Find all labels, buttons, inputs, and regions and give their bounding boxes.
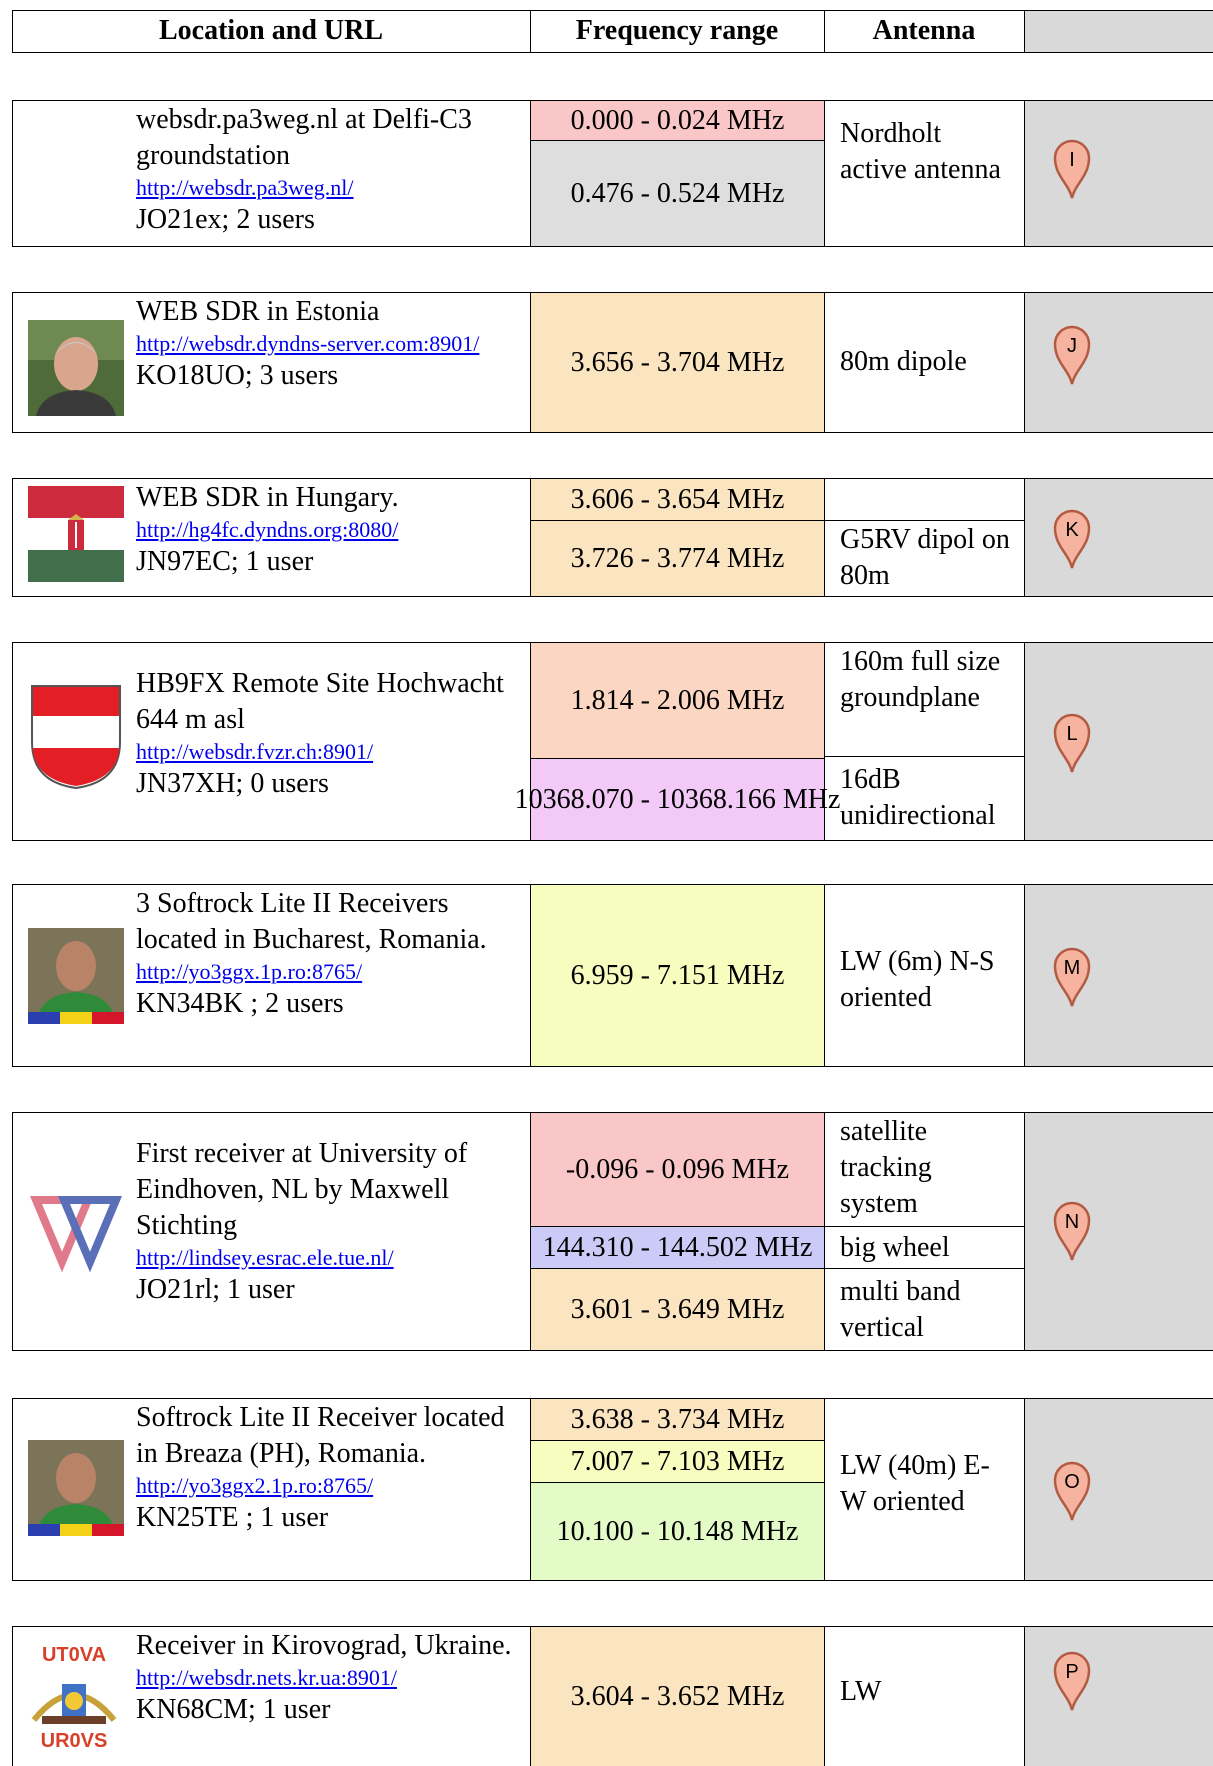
receiver-name: websdr.pa3weg.nl at Delfi-C3 groundstation <box>136 104 472 171</box>
map-marker-letter: O <box>1064 1471 1080 1493</box>
map-marker-icon[interactable] <box>1052 322 1092 386</box>
frequency-range: 3.638 - 3.734 MHz <box>531 1399 824 1441</box>
receiver-info: JN37XH; 0 users <box>136 768 329 799</box>
antenna-description: 80m dipole <box>840 346 967 377</box>
receiver-info: KO18UO; 3 users <box>136 360 339 391</box>
frequency-range: 3.656 - 3.704 MHz <box>531 293 824 432</box>
map-marker-letter: P <box>1065 1661 1079 1683</box>
map-marker-icon[interactable] <box>1052 136 1092 200</box>
person-photo <box>28 1440 124 1536</box>
antenna-description: 160m full size groundplane <box>840 646 1001 713</box>
antenna-description: G5RV dipol on 80m <box>840 524 1010 591</box>
table-header <box>12 10 1213 52</box>
header-location: Location and URL <box>158 15 384 46</box>
receiver-name: WEB SDR in Estonia <box>136 296 380 327</box>
receiver-name: First receiver at University of Eindhoven, NL by Maxwell Stichting <box>136 1138 468 1241</box>
frequency-range: 0.476 - 0.524 MHz <box>531 141 824 246</box>
receiver-link[interactable]: http://yo3ggx.1p.ro:8765/ <box>136 959 363 984</box>
frequency-range: 3.601 - 3.649 MHz <box>531 1269 824 1350</box>
receiver-info: KN34BK ; 2 users <box>136 988 344 1019</box>
map-marker-letter: N <box>1064 1211 1080 1233</box>
frequency-range: 6.959 - 7.151 MHz <box>531 885 824 1066</box>
receiver-row <box>12 478 1213 596</box>
receiver-row <box>12 1626 1213 1766</box>
frequency-range: 3.726 - 3.774 MHz <box>531 521 824 596</box>
receiver-link[interactable]: http://websdr.nets.kr.ua:8901/ <box>136 1665 397 1690</box>
receiver-link[interactable]: http://lindsey.esrac.ele.tue.nl/ <box>136 1245 394 1270</box>
receiver-name: HB9FX Remote Site Hochwacht 644 m asl <box>136 668 504 735</box>
antenna-description: satellite tracking system <box>840 1116 932 1219</box>
receiver-info: KN68CM; 1 user <box>136 1694 331 1725</box>
antenna-description: 16dB unidirectional <box>840 764 996 831</box>
hungary-flag <box>28 486 124 582</box>
map-marker-letter: M <box>1063 957 1081 979</box>
map-marker-icon[interactable] <box>1052 944 1092 1008</box>
receiver-link[interactable]: http://websdr.pa3weg.nl/ <box>136 175 354 200</box>
map-marker-letter: I <box>1069 149 1075 171</box>
antenna-description: LW <box>840 1676 882 1707</box>
frequency-range: 10.100 - 10.148 MHz <box>531 1483 824 1580</box>
receiver-info: KN25TE ; 1 user <box>136 1502 329 1533</box>
ut0va-logo <box>24 1636 124 1758</box>
receiver-name: Receiver in Kirovograd, Ukraine. <box>136 1630 512 1661</box>
map-marker-icon[interactable] <box>1052 1458 1092 1522</box>
frequency-range: 7.007 - 7.103 MHz <box>531 1441 824 1483</box>
antenna-description: Nordholt active antenna <box>840 118 1001 185</box>
antenna-description: big wheel <box>840 1232 950 1263</box>
receiver-link[interactable]: http://yo3ggx2.1p.ro:8765/ <box>136 1473 374 1498</box>
receiver-info: JN97EC; 1 user <box>136 546 314 577</box>
frequency-range: 3.604 - 3.652 MHz <box>531 1627 824 1766</box>
map-marker-icon[interactable] <box>1052 710 1092 774</box>
coat-of-arms <box>28 682 124 792</box>
receiver-name: 3 Softrock Lite II Receivers located in Bucharest, Romania. <box>136 888 487 955</box>
frequency-range: 3.606 - 3.654 MHz <box>531 479 824 521</box>
receiver-link[interactable]: http://hg4fc.dyndns.org:8080/ <box>136 517 399 542</box>
header-frequency: Frequency range <box>575 15 779 46</box>
receiver-row <box>12 884 1213 1066</box>
frequency-range: 0.000 - 0.024 MHz <box>531 101 824 141</box>
receiver-name: WEB SDR in Hungary. <box>136 482 399 513</box>
receiver-link[interactable]: http://websdr.fvzr.ch:8901/ <box>136 739 374 764</box>
logo-text-bottom: UR0VS <box>40 1730 108 1752</box>
frequency-range: 144.310 - 144.502 MHz <box>531 1227 824 1269</box>
receiver-info: JO21ex; 2 users <box>136 204 315 235</box>
receiver-row <box>12 292 1213 432</box>
header-antenna: Antenna <box>872 15 976 46</box>
receiver-row <box>12 642 1213 840</box>
logo-text-top: UT0VA <box>41 1644 107 1666</box>
map-marker-letter: K <box>1065 519 1079 541</box>
receiver-row <box>12 1112 1213 1350</box>
map-marker-letter: L <box>1066 723 1078 745</box>
receiver-row <box>12 1398 1213 1580</box>
map-marker-icon[interactable] <box>1052 1198 1092 1262</box>
antenna-description: multi band vertical <box>840 1276 961 1343</box>
triangle-logo <box>28 1182 124 1278</box>
receiver-link[interactable]: http://websdr.dyndns-server.com:8901/ <box>136 331 480 356</box>
map-marker-letter: J <box>1067 335 1077 357</box>
receiver-info: JO21rl; 1 user <box>136 1274 295 1305</box>
antenna-description: LW (40m) E-W oriented <box>840 1450 990 1517</box>
frequency-range: 10368.070 - 10368.166 MHz <box>531 759 824 840</box>
receiver-name: Softrock Lite II Receiver located in Breaza (PH), Romania. <box>136 1402 505 1469</box>
map-marker-icon[interactable] <box>1052 1648 1092 1712</box>
person-photo <box>28 320 124 416</box>
map-marker-icon[interactable] <box>1052 506 1092 570</box>
antenna-description: LW (6m) N-S oriented <box>840 946 995 1013</box>
person-photo <box>28 928 124 1024</box>
frequency-range: 1.814 - 2.006 MHz <box>531 643 824 759</box>
frequency-range: -0.096 - 0.096 MHz <box>531 1113 824 1227</box>
receiver-row <box>12 100 1213 246</box>
